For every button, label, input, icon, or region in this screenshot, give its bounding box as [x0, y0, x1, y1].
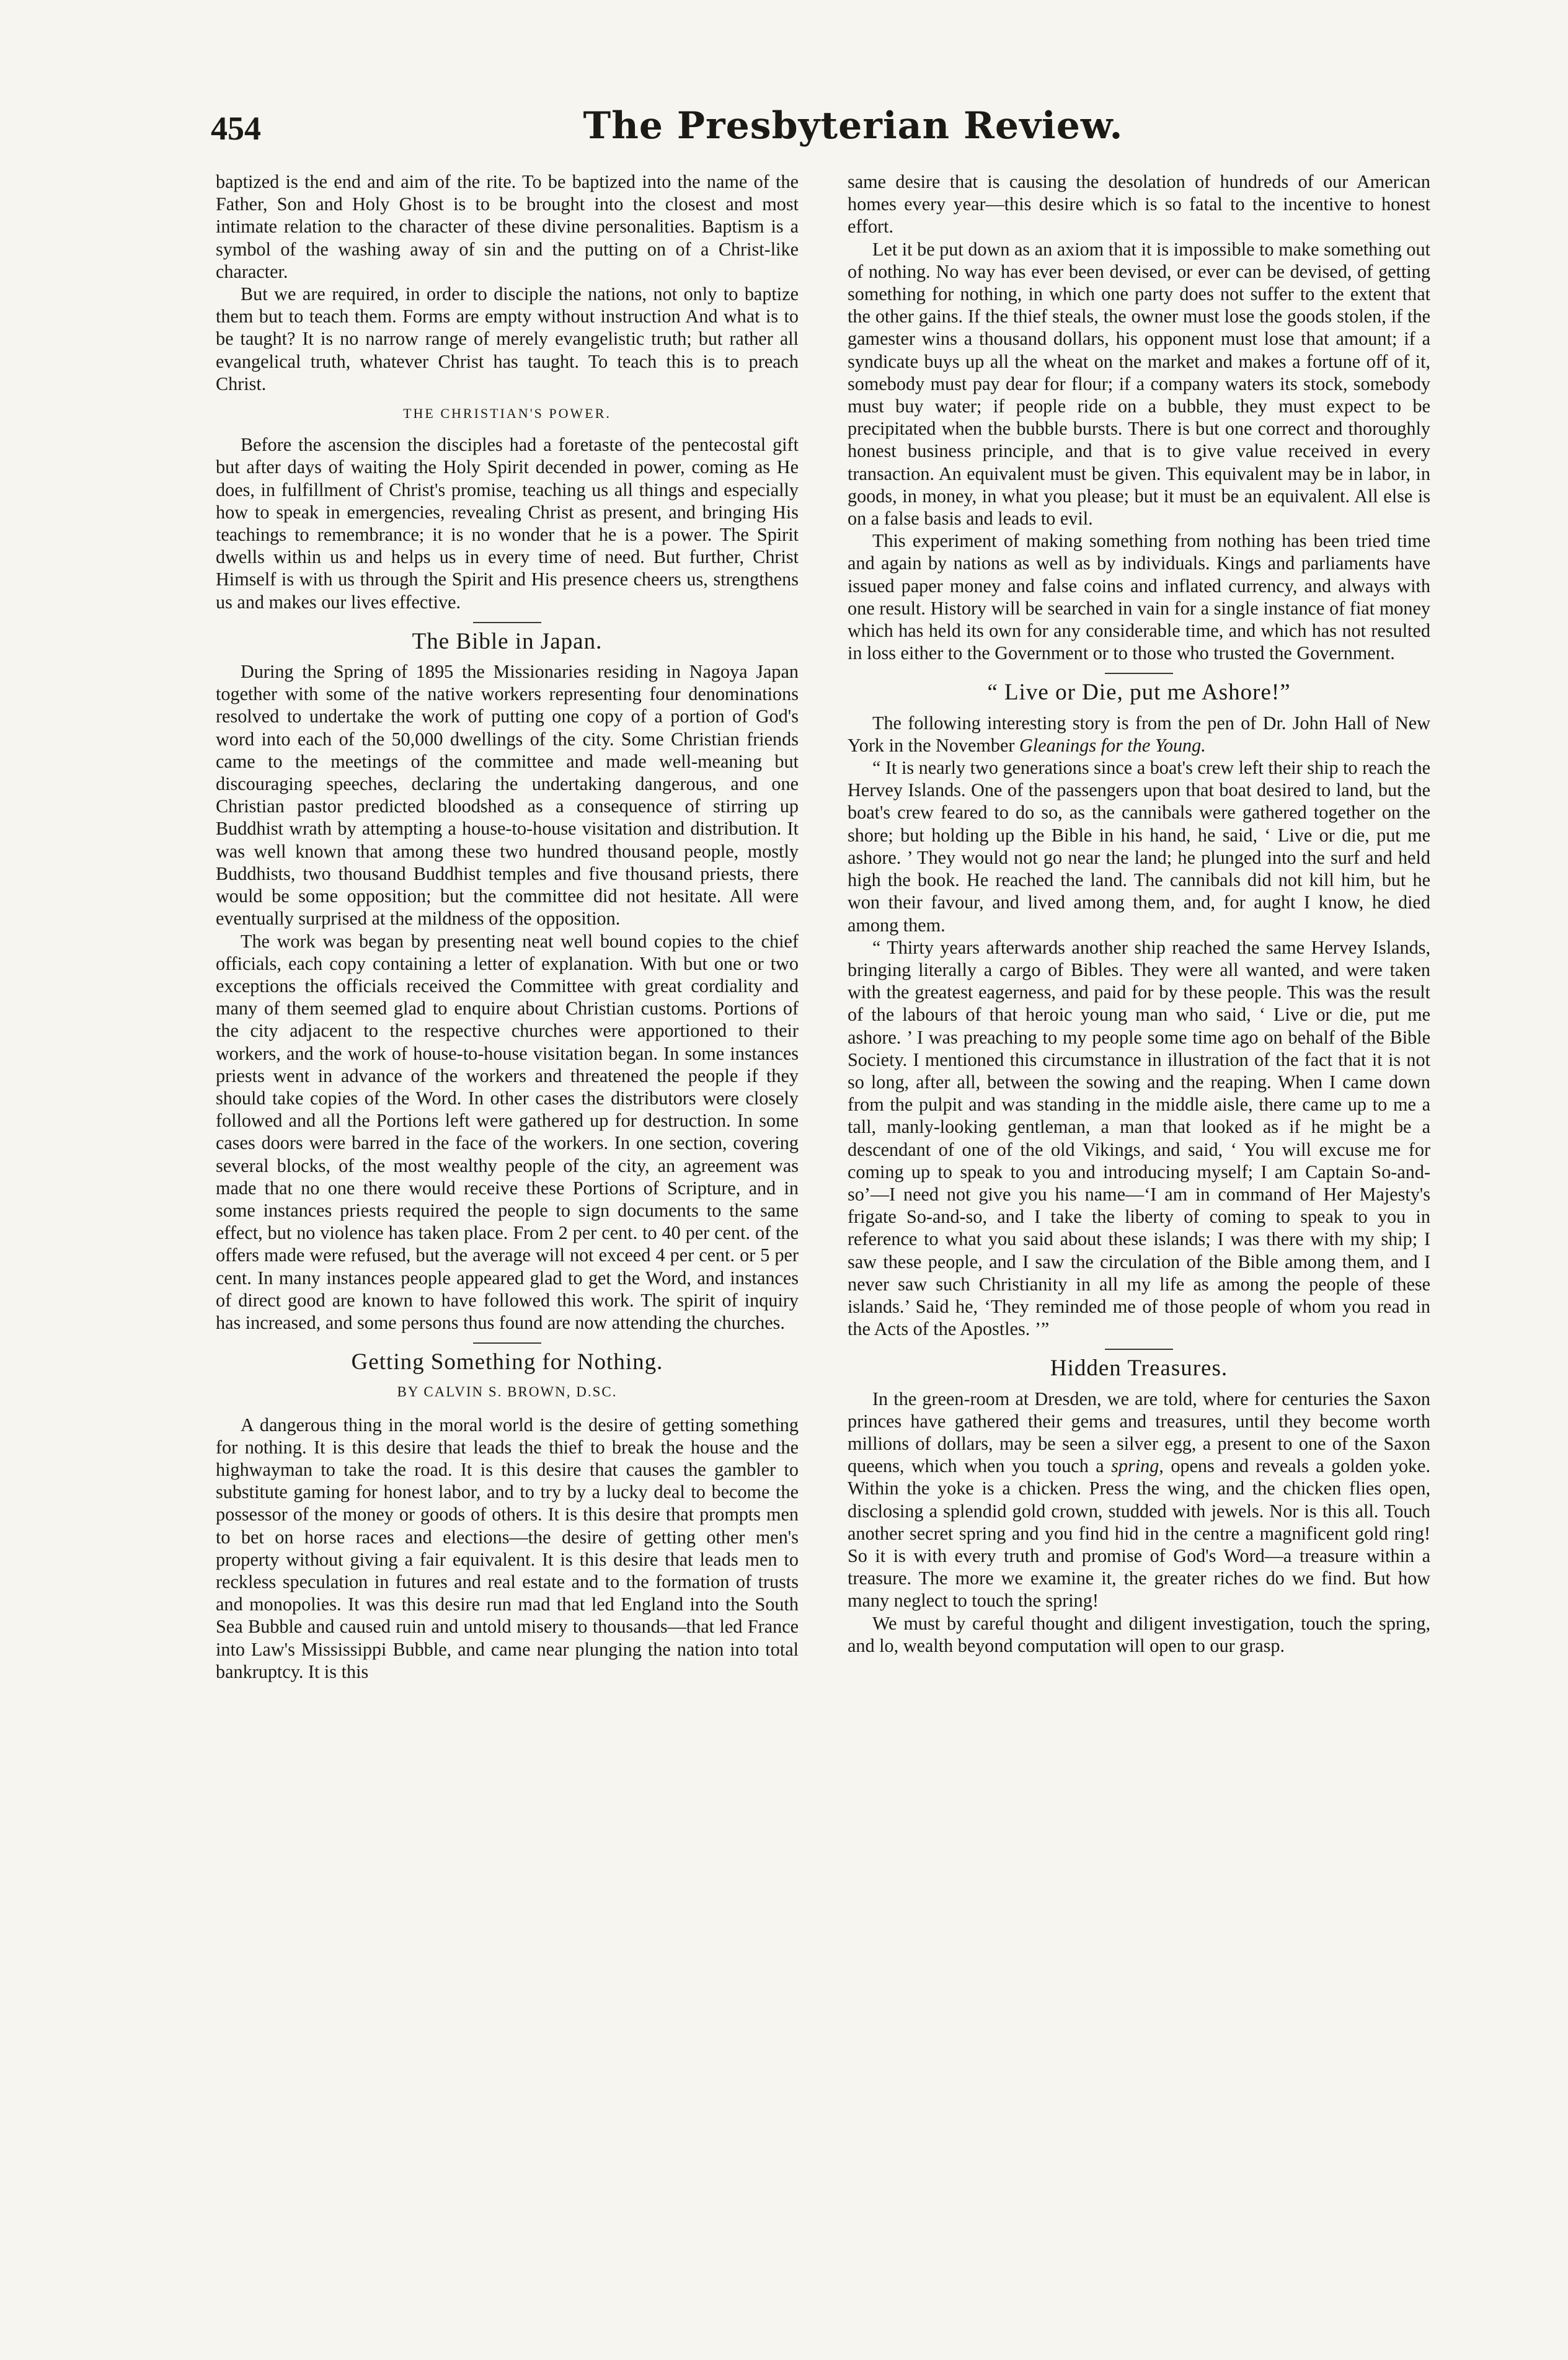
paragraph-nagoya: During the Spring of 1895 the Missionaries residing in Nagoya Japan together with some of the native workers representing four denominations resolved to undertake the work of putting one copy of a portion of God's word into each of the 50,000 dwellings of the city. Some Christian friends came to the meetings of the committee and made well-meaning but discouraging speeches, declaring the undertaking dangerous, and one Christian pastor predicted bloodshed as a consequence of stirring up Buddhist wrath by attempting a house-to-house visitation and distribution. It was well known that among these two hundred thousand people, mostly Buddhists, two thousand Buddhist temples and five thousand priests, there would be some opposition; but the committee did not hesitate. All were eventually surprised at the mildness of the opposition.: [216, 661, 799, 929]
source-publication: Gleanings for the Young.: [1019, 734, 1206, 756]
section-divider: [1105, 1349, 1173, 1350]
page-number: 454: [211, 110, 261, 147]
dresden-spring: spring,: [1111, 1455, 1164, 1477]
page-header: [211, 104, 1495, 160]
dresden-text-b: opens and reveals a golden yoke. Within the yoke is a chicken. Press the wing, and the chicken flies open, disclosing a splendid gold crown, studded with jewels. Nor is this all. Touch another secret spring and you find hid in the centre a magnificent gold ring! So it is with every truth and promise of God's Word—a treasure within a treasure. The more we examine it, the greater riches do we find. But how many neglect to touch the spring!: [848, 1455, 1430, 1612]
source-text: The following interesting story is from the pen of Dr. John Hall of New York in the November: [848, 712, 1430, 756]
heading-live-or-die: “ Live or Die, put me Ashore!”: [987, 680, 1291, 706]
paragraph-teaching: But we are required, in order to disciple the nations, not only to baptize them but to teach them. Forms are empty without instruction And what is to be taught? It is no narrow range of merely evangelistic truth; but rather all evangelical truth, whatever Christ has taught. To teach this is to preach Christ.: [216, 283, 799, 394]
heading-hidden-treasures: Hidden Treasures.: [1050, 1355, 1228, 1382]
paragraph-axiom: Let it be put down as an axiom that it is impossible to make something out of nothing. No way has ever been devised, or ever can be devised, of getting something for nothing, in which one party does not suffer to the extent that the other gains. If the thief steals, the owner must lose the goods stolen, if the gamester wins a thousand dollars, his opponent must lose that amount; if a syndicate buys up all the wheat on the market and makes a fortune off of it, somebody must pay dear for flour; if a company waters its stock, somebody must buy water; if people ride on a bubble, they must expect to be precipitated when the bubble bursts. There is but one correct and thoroughly honest business principle, and that is to give value received in every transaction. An equivalent must be given. This equivalent may be in labor, in goods, in money, in what you please; but it must be an equivalent. All else is on a false basis and leads to evil.: [848, 238, 1430, 530]
byline-author: BY CALVIN S. BROWN, D.SC.: [397, 1384, 618, 1400]
paragraph-baptism: baptized is the end and aim of the rite. To be baptized into the name of the Father, Son and Holy Ghost is to be brought into the closest and most intimate relation to the character of these divine personalities. Baptism is a symbol of the washing away of sin and the putting on of a Christ-like character.: [216, 171, 799, 282]
paragraph-conclusion: We must by careful thought and diligent investigation, touch the spring, and lo, wealth beyond computation will open to our grasp.: [848, 1612, 1430, 1656]
paragraph-dangerous-desire: A dangerous thing in the moral world is the desire of getting something for nothing. It is this desire that leads the thief to break the house and the highwayman to take the road. It is this desire that causes the gambler to substitute gaming for honest labor, and to try by a lucky deal to become the possessor of the money or goods of others. It is this desire that prompts men to bet on horse races and elections—the desire of getting other men's property without giving a fair equivalent. It is this desire that leads men to reckless speculation in futures and real estate and to the formation of trusts and monopolies. It was this desire run mad that led England into the South Sea Bubble and caused ruin and untold misery to thousands—that led France into Law's Mississippi Bubble, and came near plunging the nation into total bankruptcy. It is this: [216, 1414, 799, 1682]
journal-title: The Presbyterian Review.: [583, 104, 1123, 148]
paragraph-hervey-islands: “ It is nearly two generations since a boat's crew left their ship to reach the Hervey Islands. One of the passengers upon that boat desired to land, but the boat's crew feared to do so, as the cannibals were gathered together on the shore; but holding up the Bible in his hand, he said, ‘ Live or die, put me ashore. ’ They would not go near the land; he plunged into the surf and held high the book. He reached the land. The cannibals did not kill him, but he won their favour, and lived among them, and, for aught I know, he died among them.: [848, 757, 1430, 936]
heading-bible-in-japan: The Bible in Japan.: [412, 628, 603, 654]
section-divider: [1105, 673, 1173, 674]
right-column: [848, 171, 1430, 1657]
dresden-text-a: In the green-room at Dresden, we are told, where for centuries the Saxon princes have gathered their gems and treasures, until they become worth millions of dollars, may be seen a silver egg, a present to one of the Saxon queens, which when you touch a: [848, 1388, 1430, 1477]
section-divider: [473, 622, 541, 623]
section-divider: [473, 1342, 541, 1344]
paragraph-source: [848, 712, 1430, 756]
heading-something-for-nothing: Getting Something for Nothing.: [351, 1349, 663, 1375]
paragraph-experiment: This experiment of making something from nothing has been tried time and again by nations as well as by individuals. Kings and parliaments have issued paper money and false coins and inflated currency, and always with one result. History will be searched in vain for a single instance of fiat money which has held its own for any considerable time, and which has not resulted in loss either to the Government or to those who trusted the Government.: [848, 530, 1430, 664]
paragraph-thirty-years: “ Thirty years afterwards another ship reached the same Hervey Islands, bringing literally a cargo of Bibles. They were all wanted, and were taken with the greatest eagerness, and paid for by these people. This was the result of the labours of that heroic young man who said, ‘ Live or die, put me ashore. ’ I was preaching to my people some time ago on behalf of the Bible Society. I mentioned this circumstance in illustration of the fact that it is not so long, after all, between the sowing and the reaping. When I came down from the pulpit and was standing in the middle aisle, there came up to me a tall, manly-looking gentleman, a man that looked as if he might be a descendant of one of the old Vikings, and said, ‘ You will excuse me for coming up to speak to you and introducing myself; I am Captain So-and-so’—I need not give you his name—‘I am in command of Her Majesty's frigate So-and-so, and I take the liberty of coming to speak to you in reference to what you said about these islands; I was there with my ship; I saw these people, and I saw the circulation of the Bible among them, and I never saw such Christianity in all my life as among the people of these islands.’ Said he, ‘They reminded me of those people of whom you read in the Acts of the Apostles. ’”: [848, 936, 1430, 1340]
subheading-christians-power: THE CHRISTIAN'S POWER.: [403, 406, 611, 422]
paragraph-distribution: The work was began by presenting neat well bound copies to the chief officials, each copy containing a letter of explanation. With but one or two exceptions the officials received the Committee with great cordiality and many of them seemed glad to enquire about Christian customs. Portions of the city adjacent to the respective churches were apportioned to their workers, and the work of house-to-house visitation began. In some instances priests went in advance of the workers and threatened the people if they should take copies of the Word. In other cases the distributors were closely followed and all the Portions left were gathered up for destruction. In some cases doors were barred in the face of the workers. In one section, covering several blocks, of the most wealthy people of the city, an agreement was made that no one there would receive these Portions of Scripture, and in some instances priests required the people to sign documents to the same effect, but no violence has taken place. From 2 per cent. to 40 per cent. of the offers made were refused, but the average will not exceed 4 per cent. or 5 per cent. In many instances people appeared glad to get the Word, and instances of direct good are known to have followed this work. The spirit of inquiry has increased, and some persons thus found are now attending the churches.: [216, 930, 799, 1333]
paragraph-spirit: Before the ascension the disciples had a foretaste of the pentecostal gift but after days of waiting the Holy Spirit decended in power, coming as He does, in fulfillment of Christ's promise, teaching us all things and especially how to speak in emergencies, revealing Christ as present, and bringing His teachings to remembrance; it is no wonder that he is a power. The Spirit dwells within us and helps us in every time of need. But further, Christ Himself is with us through the Spirit and His presence cheers us, strengthens us and makes our lives effective.: [216, 434, 799, 613]
paragraph-desolation: same desire that is causing the desolation of hundreds of our American homes every year—this desire which is so fatal to the incentive to honest effort.: [848, 171, 1430, 237]
paragraph-dresden: [848, 1388, 1430, 1612]
left-column: [216, 171, 799, 1683]
